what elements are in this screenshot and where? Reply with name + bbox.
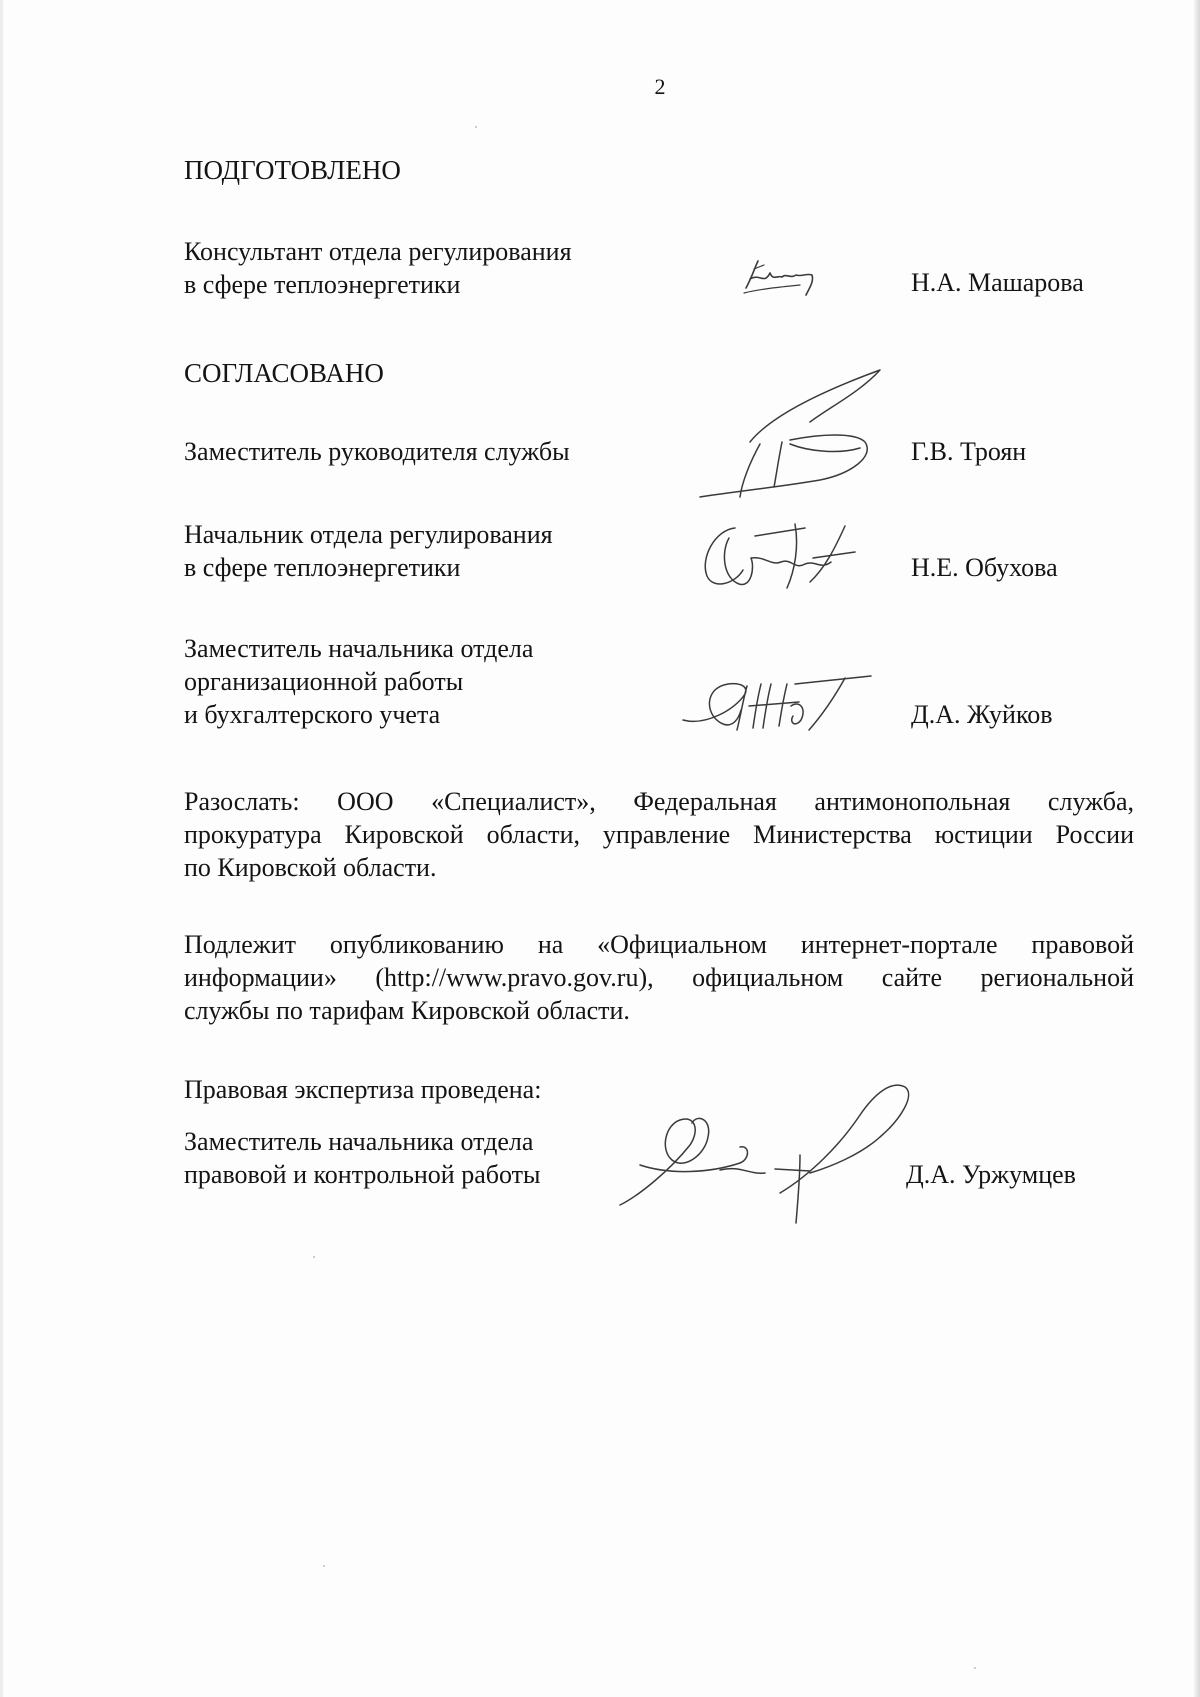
legal-review-heading: Правовая экспертиза проведена:	[184, 1075, 542, 1104]
signature-zhuikov	[675, 670, 875, 740]
legal-review-name: Д.А. Уржумцев	[906, 1160, 1076, 1189]
signature-obukhova	[695, 518, 875, 593]
approved-signer-3-position-line-3: и бухгалтерского учета	[184, 700, 441, 729]
approved-signer-3-name: Д.А. Жуйков	[911, 700, 1053, 729]
prepared-heading: ПОДГОТОВЛЕНО	[184, 155, 401, 185]
approved-signer-3-position-line-1: Заместитель начальника отдела	[184, 634, 534, 663]
scan-speck	[974, 1667, 976, 1669]
legal-review-position-line-1: Заместитель начальника отдела	[184, 1127, 534, 1156]
signature-urzhumtsev	[600, 1075, 920, 1225]
distribution-line-1: Разослать: ООО «Специалист», Федеральная антимонопольная служба,	[184, 787, 1134, 816]
scan-edge-left	[0, 0, 3, 1697]
signature-troyan	[690, 362, 910, 512]
distribution-line-2: прокуратура Кировской области, управление Министерства юстиции России	[184, 820, 1134, 849]
scan-speck	[475, 126, 477, 128]
scan-edge-right	[1194, 0, 1200, 1697]
approved-signer-2-name: Н.Е. Обухова	[911, 553, 1058, 582]
distribution-paragraph	[184, 785, 1134, 884]
prepared-position-line-2: в сфере теплоэнергетики	[184, 270, 461, 299]
publication-line-1: Подлежит опубликованию на «Официальном интернет-портале правовой	[184, 930, 1134, 959]
page-number: 2	[654, 74, 666, 99]
approved-signer-2-position-line-1: Начальник отдела регулирования	[184, 520, 553, 549]
scan-speck	[323, 1565, 325, 1567]
signature-masharova	[740, 255, 830, 300]
legal-review-position-line-2: правовой и контрольной работы	[184, 1160, 541, 1189]
distribution-line-3: по Кировской области.	[184, 853, 437, 882]
approved-signer-3-position-line-2: организационной работы	[184, 667, 464, 696]
scan-speck	[313, 1256, 315, 1258]
publication-paragraph	[184, 928, 1134, 1027]
publication-line-3: службы по тарифам Кировской области.	[184, 996, 630, 1025]
approved-signer-2-position-line-2: в сфере теплоэнергетики	[184, 553, 461, 582]
approved-heading: СОГЛАСОВАНО	[184, 358, 384, 388]
prepared-name: Н.А. Машарова	[911, 268, 1084, 297]
publication-line-2: информации» (http://www.pravo.gov.ru), официальном сайте региональной	[184, 963, 1134, 992]
approved-signer-1-name: Г.В. Троян	[911, 437, 1027, 466]
approved-signer-1-position: Заместитель руководителя службы	[184, 437, 570, 466]
prepared-position-line-1: Консультант отдела регулирования	[184, 237, 572, 266]
